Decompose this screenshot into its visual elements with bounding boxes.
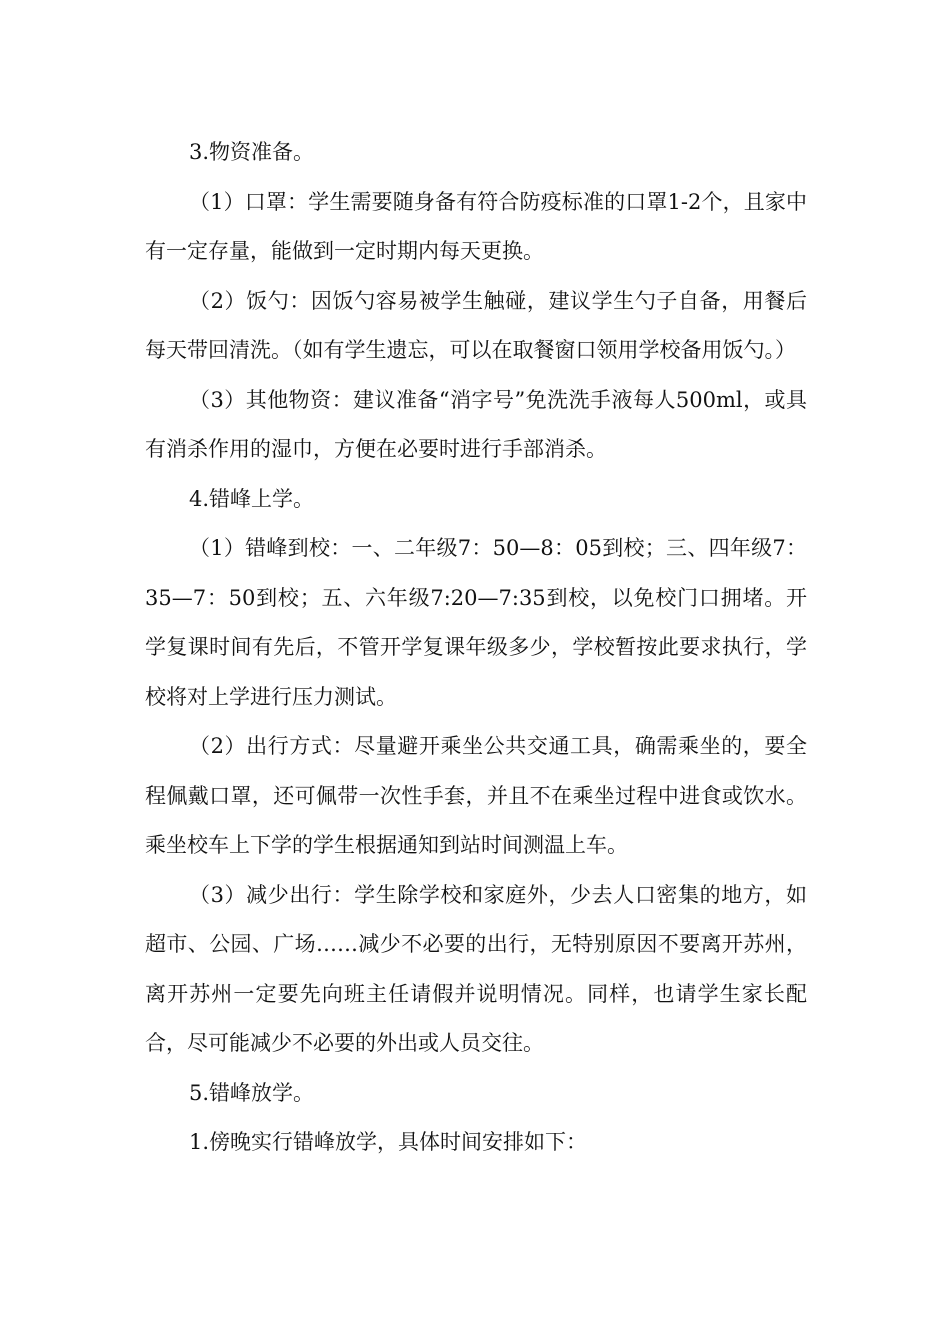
heading-supplies: 3.物资准备。 [189,140,315,164]
heading-staggered-arrival: 4.错峰上学。 [189,486,315,511]
heading-staggered-dismissal: 5.错峰放学。 [189,1080,315,1105]
paragraph-reduce-outings: （3）减少出行：学生除学校和家庭外，少去人口密集的地方，如超市、公园、广场……减少不必要的出行，无特别原因不要离开苏州，离开苏州一定要先向班主任请假并说明情况。同样，也请学生家长配合，尽可能减少不必要的外出或人员交往。 [145,882,807,1055]
paragraph-travel-mode: （2）出行方式：尽量避开乘坐公共交通工具，确需乘坐的，要全程佩戴口罩，还可佩带一次性手套，并且不在乘坐过程中进食或饮水。乘坐校车上下学的学生根据通知到站时间测温上车。 [145,734,807,857]
document-body [145,128,807,1168]
paragraph-spoon: （2）饭勺：因饭勺容易被学生触碰，建议学生勺子自备，用餐后每天带回清洗。（如有学生遗忘，可以在取餐窗口领用学校备用饭勺。） [145,288,807,362]
paragraph-dismissal-schedule: 1.傍晚实行错峰放学，具体时间安排如下： [189,1130,588,1154]
paragraph-other-supplies: （3）其他物资：建议准备“消字号”免洗洗手液每人500ml，或具有消杀作用的湿巾，方便在必要时进行手部消杀。 [145,387,807,461]
paragraph-masks: （1）口罩：学生需要随身备有符合防疫标准的口罩1-2个，且家中有一定存量，能做到一定时期内每天更换。 [145,189,807,263]
paragraph-arrival-times: （1）错峰到校：一、二年级7：50—8：05到校；三、四年级7：35—7：50到校；五、六年级7:20—7:35到校，以免校门口拥堵。开学复课时间有先后，不管开学复课年级多少，学校暂按此要求执行，学校将对上学进行压力测试。 [145,536,807,709]
